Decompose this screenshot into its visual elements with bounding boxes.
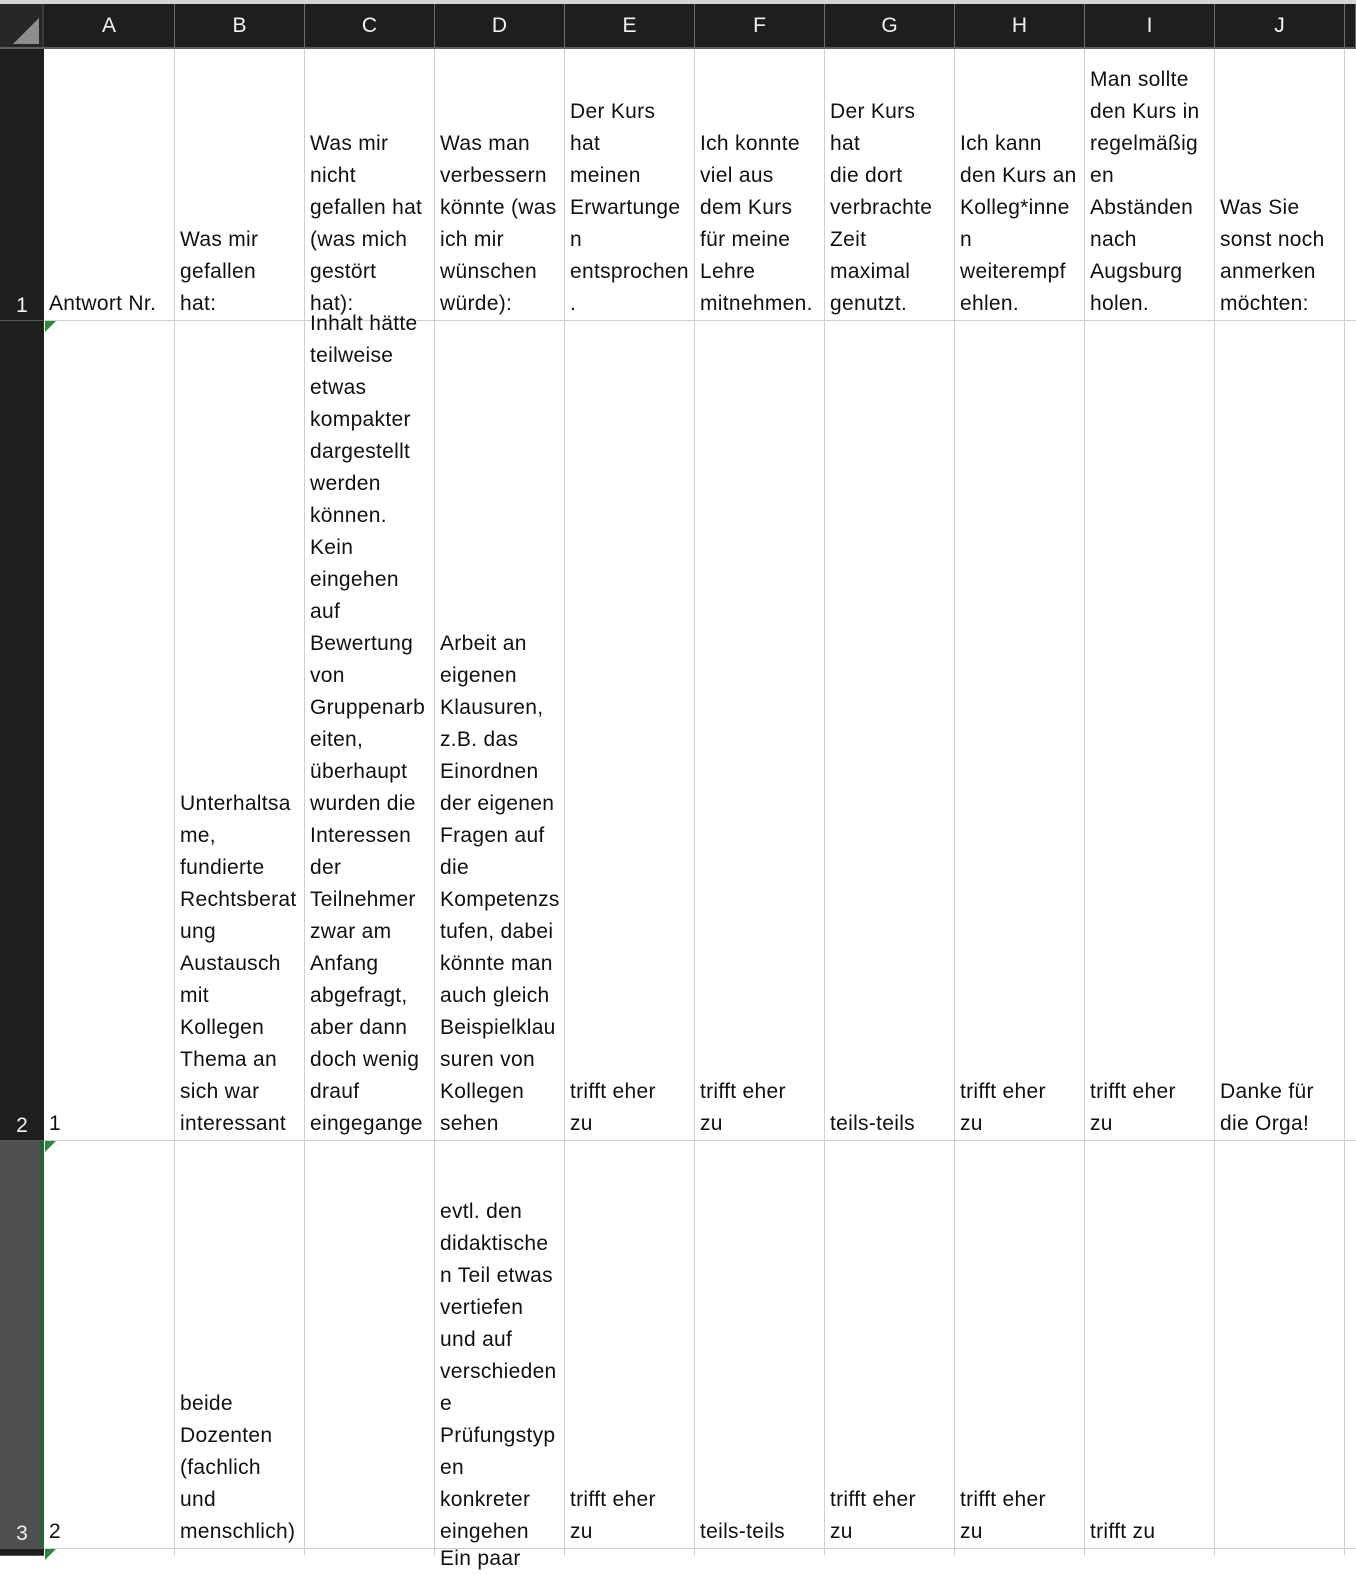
cell-c2[interactable]	[305, 312, 434, 1140]
row-number-label: 3	[16, 1522, 28, 1545]
cell-g1[interactable]	[825, 49, 954, 320]
cell-text: Was Sie sonst noch anmerken möchten:	[1220, 196, 1325, 315]
cell-text: Der Kurs hat die dort verbrachte Zeit maximal genutzt.	[830, 100, 933, 315]
row-header-3[interactable]	[0, 1141, 44, 1549]
cell-h3[interactable]	[955, 1141, 1084, 1548]
row-number-label: 2	[16, 1114, 28, 1137]
column-header-e[interactable]: E	[565, 4, 695, 47]
cell-a4[interactable]	[44, 1549, 174, 1555]
cell-d4[interactable]	[435, 1547, 564, 1570]
column-gridline	[1344, 49, 1345, 1556]
cell-text: Arbeit an eigenen Klausuren, z.B. das Einordnen der eigenen Fragen auf die Kompetenzs tufen, dabei könnte man auch gleich Beispielklau suren von Kollegen sehen	[440, 632, 560, 1135]
cell-text: trifft zu	[1090, 1520, 1156, 1543]
cell-text: beide Dozenten (fachlich und menschlich)	[180, 1392, 296, 1543]
cell-text: teils-teils	[700, 1520, 785, 1543]
select-all-triangle-icon	[13, 18, 39, 44]
cell-text: trifft eher zu	[960, 1080, 1046, 1135]
column-header-a[interactable]: A	[44, 4, 175, 47]
row-header-4-partial[interactable]	[0, 1549, 44, 1556]
cell-text: 1	[49, 1112, 61, 1135]
cell-i1[interactable]	[1085, 49, 1214, 320]
cell-f2[interactable]	[695, 321, 824, 1140]
cell-b2[interactable]	[175, 321, 304, 1140]
cell-text: Unterhaltsa me, fundierte Rechtsberat ung Austausch mit Kollegen Thema an sich war interessant	[180, 792, 297, 1135]
cell-text: Inhalt hätte teilweise etwas kompakter dargestellt werden können. Kein eingehen auf Bewertung von Gruppenarb eiten, überhaupt wurden die Interessen der Teilnehmer zwar am Anfang abgefragt, aber dann doch wenig drauf eingegange	[310, 312, 426, 1135]
cell-e2[interactable]	[565, 321, 694, 1140]
column-header-h[interactable]: H	[955, 4, 1085, 47]
cell-text: Antwort Nr.	[49, 292, 157, 315]
cell-h2[interactable]	[955, 321, 1084, 1140]
cell-text: Ein paar	[440, 1547, 521, 1570]
cell-text: trifft eher zu	[570, 1488, 656, 1543]
cell-g4[interactable]	[825, 1549, 954, 1555]
cell-g2[interactable]	[825, 321, 954, 1140]
cell-text: Ich konnte viel aus dem Kurs für meine Lehre mitnehmen.	[700, 132, 813, 315]
cell-a2[interactable]	[44, 321, 174, 1140]
cell-text: Was man verbessern könnte (was ich mir wünschen würde):	[440, 132, 557, 315]
column-header-j[interactable]: J	[1215, 4, 1345, 47]
cell-h4[interactable]	[955, 1549, 1084, 1555]
select-all-button[interactable]	[0, 4, 44, 47]
cell-a3[interactable]	[44, 1141, 174, 1548]
cell-b1[interactable]	[175, 49, 304, 320]
cell-i2[interactable]	[1085, 321, 1214, 1140]
number-stored-as-text-marker[interactable]	[45, 1549, 56, 1560]
cell-j1[interactable]	[1215, 49, 1344, 320]
row-header-1[interactable]	[0, 49, 44, 321]
cell-j3[interactable]	[1215, 1141, 1344, 1548]
cell-e1[interactable]	[565, 49, 694, 320]
cell-i4[interactable]	[1085, 1549, 1214, 1555]
cell-c3[interactable]	[305, 1141, 434, 1548]
number-stored-as-text-marker[interactable]	[45, 1141, 56, 1152]
cell-b4[interactable]	[175, 1549, 304, 1555]
cell-j4[interactable]	[1215, 1549, 1344, 1555]
cell-f1[interactable]	[695, 49, 824, 320]
column-header-f[interactable]: F	[695, 4, 825, 47]
cell-text: trifft eher zu	[570, 1080, 656, 1135]
cell-a1[interactable]	[44, 49, 174, 320]
cell-e3[interactable]	[565, 1141, 694, 1548]
column-header-b[interactable]: B	[175, 4, 305, 47]
cell-h1[interactable]	[955, 49, 1084, 320]
cell-f4[interactable]	[695, 1549, 824, 1555]
cell-f3[interactable]	[695, 1141, 824, 1548]
cell-g3[interactable]	[825, 1141, 954, 1548]
cell-text: Was mir nicht gefallen hat (was mich gestört hat):	[310, 132, 423, 315]
cell-j2[interactable]	[1215, 321, 1344, 1140]
cell-text: Danke für die Orga!	[1220, 1080, 1314, 1135]
column-header-g[interactable]: G	[825, 4, 955, 47]
column-header-c[interactable]: C	[305, 4, 435, 47]
column-header-k-partial[interactable]	[1345, 4, 1356, 47]
column-header-i[interactable]: I	[1085, 4, 1215, 47]
column-header-d[interactable]: D	[435, 4, 565, 47]
cell-e4[interactable]	[565, 1549, 694, 1555]
cell-d1[interactable]	[435, 49, 564, 320]
row-header-2[interactable]	[0, 321, 44, 1141]
cell-text: trifft eher zu	[960, 1488, 1046, 1543]
cell-b3[interactable]	[175, 1141, 304, 1548]
number-stored-as-text-marker[interactable]	[45, 321, 56, 332]
cell-text: trifft eher zu	[700, 1080, 786, 1135]
cell-d3[interactable]	[435, 1141, 564, 1548]
cell-d2[interactable]	[435, 321, 564, 1140]
cell-text: teils-teils	[830, 1112, 915, 1135]
cell-text: trifft eher zu	[830, 1488, 916, 1543]
cell-text: Ich kann den Kurs an Kolleg*inne n weiterempf ehlen.	[960, 132, 1077, 315]
cell-text: Was mir gefallen hat:	[180, 228, 259, 315]
cell-text: evtl. den didaktische n Teil etwas vertiefen und auf verschieden e Prüfungstyp en konkreter eingehen	[440, 1200, 557, 1543]
cell-text: trifft eher zu	[1090, 1080, 1176, 1135]
cell-c1[interactable]	[305, 49, 434, 320]
cell-text: Der Kurs hat meinen Erwartunge n entsprochen .	[570, 100, 689, 315]
cell-i3[interactable]	[1085, 1141, 1214, 1548]
cell-text: 2	[49, 1520, 61, 1543]
row-number-label: 1	[16, 294, 28, 317]
cell-text: Man sollte den Kurs in regelmäßig en Abständen nach Augsburg holen.	[1090, 68, 1200, 315]
cell-c4[interactable]	[305, 1549, 434, 1555]
